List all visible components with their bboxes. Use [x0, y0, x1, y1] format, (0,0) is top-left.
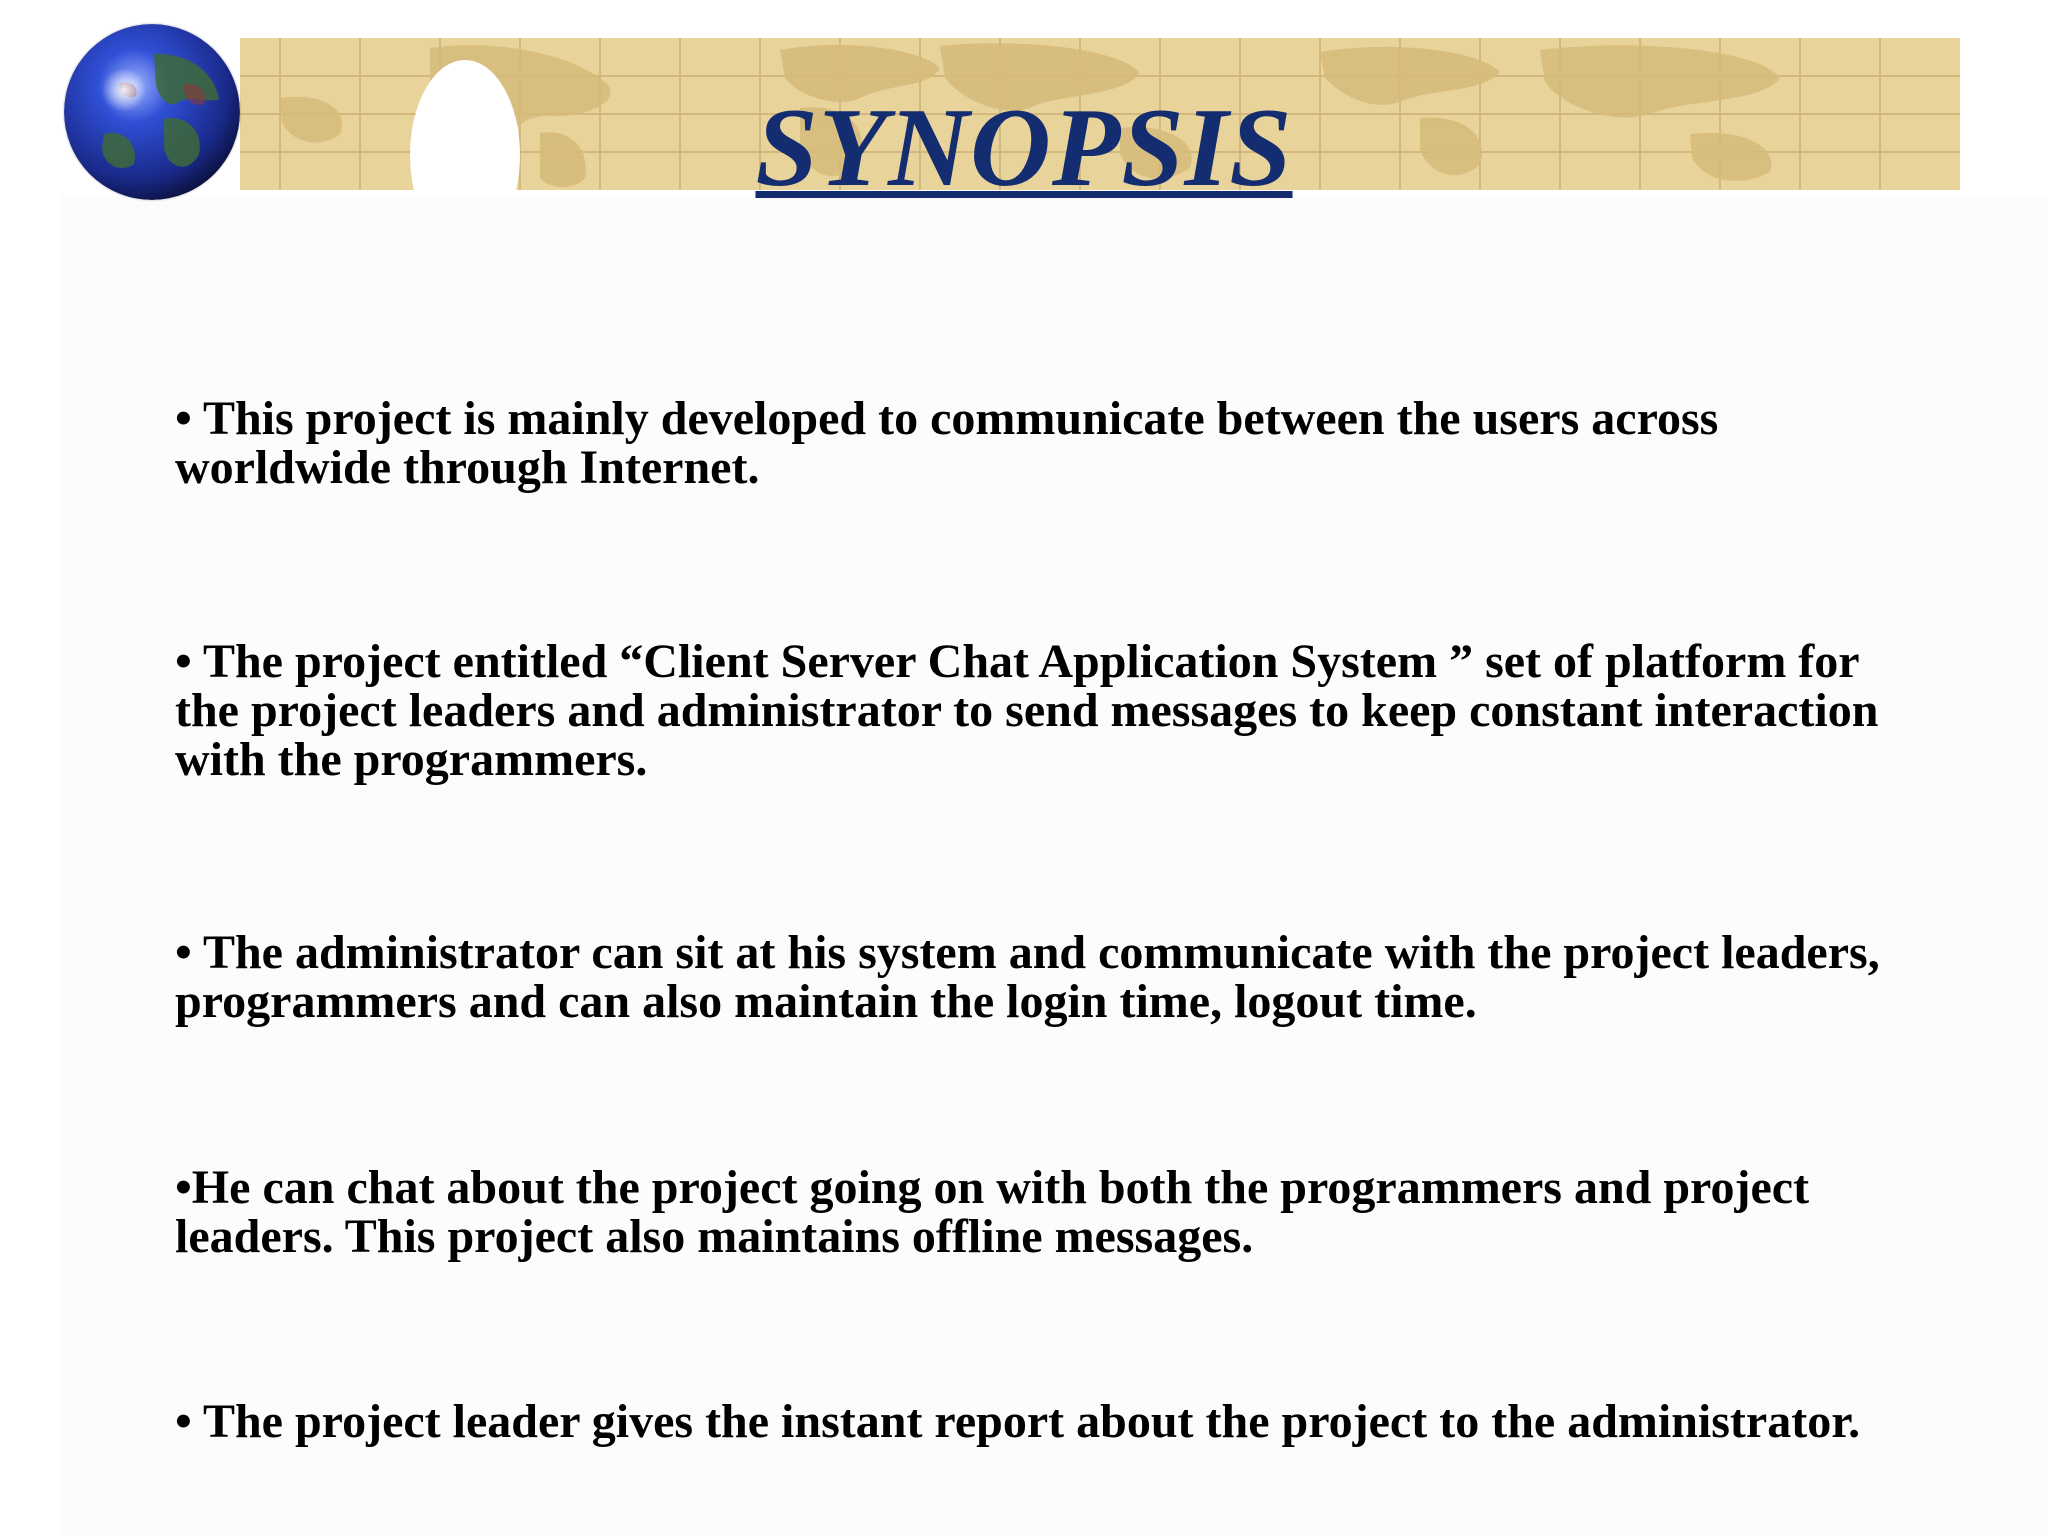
page-title: SYNOPSIS: [755, 86, 1293, 210]
bullet-item: • The project leader gives the instant report about the project to the administrator.: [175, 1395, 1861, 1448]
bullet-item: • The administrator can sit at his system and communicate with the project leaders, programmers and can also maintain the login time, logout time.: [175, 926, 1880, 1028]
bullet-item: • This project is mainly developed to communicate between the users across worldwide through Internet.: [175, 392, 1719, 494]
bullet-item: • The project entitled “Client Server Chat Application System ” set of platform for the project leaders and administrator to send messages to keep constant interaction with the programmers.: [175, 635, 1879, 786]
bullet-item: •He can chat about the project going on with both the programmers and project leaders. This project also maintains offline messages.: [175, 1161, 1810, 1263]
